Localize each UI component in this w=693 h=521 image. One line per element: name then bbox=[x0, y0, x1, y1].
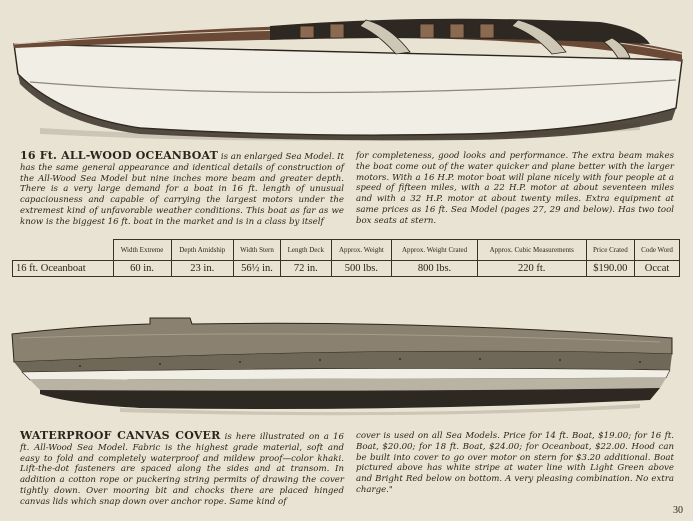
cover-description-right: cover is used on all Sea Models. Price for 14 ft. Boat, $19.00; for 16 ft. Boat, $20.00; for 18 ft. Boat, $24.00; for Oceanboat, $22.00. Hood can be built into cover to go over motor on stern for $3.20 additional. Boat pictured above has white stripe at water line with Light Green above and Bright Red below on bottom. A very pleasing combination. No extra charge." bbox=[356, 431, 674, 495]
specs-cell: 23 in. bbox=[171, 261, 233, 277]
oceanboat-description-right: for completeness, good looks and performance. The extra beam makes the boat come out of the water quicker and plane better with the larger motors. With a 16 H.P. motor boat will plane nicely with four people at a speed of fifteen miles, with a 22 H.P. motor at about seventeen miles and with a 32 H.P. motor at about twenty miles. Extra equipment at same prices as 16 ft. Sea Model (pages 27, 29 and below). Has two tool box seats at stern. bbox=[356, 151, 674, 226]
specs-header-depth-amidship: Depth Amidship bbox=[171, 240, 233, 261]
oceanboat-photo bbox=[0, 4, 693, 142]
cover-text-left: is here illustrated on a 16 ft. All-Wood Sea Model. Fabric is the highest grade material, soft and easy to fold and completely waterproof and mildew proof—color khaki. Lift-the-dot fasteners are spaced along the sides and at transom. In addition a cotton rope or puckering string permits of drawing the cover tightly down. Over mooring bit and chocks there are placed hinged canvas lids which snap down over anchor rope. Same kind of bbox=[20, 432, 344, 507]
cover-title: WATERPROOF CANVAS COVER bbox=[20, 429, 221, 442]
specs-cell: 220 ft. bbox=[477, 261, 586, 277]
specs-cell: 60 in. bbox=[113, 261, 171, 277]
specs-header-price-crated: Price Crated bbox=[586, 240, 635, 261]
specs-header-width-extreme: Width Extreme bbox=[113, 240, 171, 261]
cover-description-left bbox=[20, 431, 344, 508]
canvas-cover-photo bbox=[0, 308, 693, 420]
specs-header-cubic-measurements: Approx. Cubic Measurements bbox=[477, 240, 586, 261]
oceanboat-title: 16 Ft. ALL-WOOD OCEANBOAT bbox=[20, 149, 219, 162]
specs-cell-model: 16 ft. Oceanboat bbox=[13, 261, 114, 277]
specs-header-blank bbox=[13, 240, 114, 261]
page-number: 30 bbox=[673, 505, 683, 516]
specs-cell: 56½ in. bbox=[233, 261, 280, 277]
specs-cell: $190.00 bbox=[586, 261, 635, 277]
specs-header-width-stern: Width Stern bbox=[233, 240, 280, 261]
specs-header-approx-weight: Approx. Weight bbox=[331, 240, 392, 261]
specs-header-code-word: Code Word bbox=[635, 240, 680, 261]
specs-cell: 72 in. bbox=[281, 261, 331, 277]
specs-header-approx-weight-crated: Approx. Weight Crated bbox=[392, 240, 478, 261]
oceanboat-description-left bbox=[20, 151, 344, 228]
specs-cell: 800 lbs. bbox=[392, 261, 478, 277]
specs-header-row bbox=[13, 240, 680, 261]
specs-header-length-deck: Length Deck bbox=[281, 240, 331, 261]
specs-cell: 500 lbs. bbox=[331, 261, 392, 277]
specs-table bbox=[12, 239, 680, 277]
oceanboat-text-left: is an enlarged Sea Model. It has the same general appearance and identical details of construction of the All-Wood Sea Model but nine inches more beam and greater depth. There is a very large demand for a boat in 16 ft. length of unusual capaciousness and capable of carrying the largest motors under the extremest kind of unfavorable weather conditions. This boat as far as we know is the biggest 16 ft. boat in the market and is in a class by itself bbox=[20, 152, 345, 227]
table-row bbox=[13, 261, 680, 277]
specs-cell: Occat bbox=[635, 261, 680, 277]
